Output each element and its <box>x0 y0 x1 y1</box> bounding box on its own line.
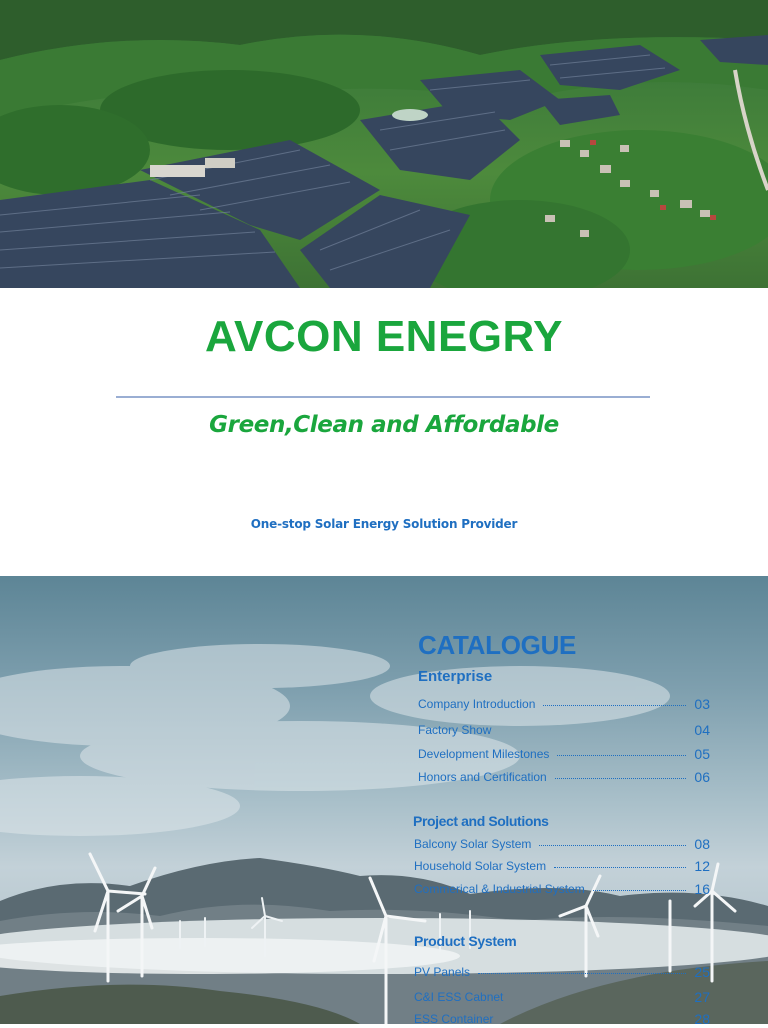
toc-entry-page: 06 <box>694 769 710 785</box>
toc-entry-label: Honors and Certification <box>418 770 547 784</box>
catalogue-title: CATALOGUE <box>418 630 577 660</box>
catalogue-section-project-and-solutions: Project and Solutions <box>413 813 549 829</box>
toc-entry-page: 04 <box>694 722 710 738</box>
toc-entry-page: 28 <box>694 1011 710 1027</box>
toc-entry-page: 03 <box>694 696 710 712</box>
solar-farm-photo <box>0 0 768 288</box>
toc-entry-factory-show[interactable] <box>418 721 710 739</box>
toc-entry-ci-ess-cabinet[interactable] <box>414 988 710 1006</box>
toc-leader-dots <box>593 890 687 891</box>
toc-entry-page: 16 <box>694 881 710 897</box>
toc-entry-honors-and-certification[interactable] <box>418 768 710 786</box>
toc-leader-dots <box>554 867 686 868</box>
catalogue-section-product-system: Product System <box>414 933 517 949</box>
toc-entry-label: ESS Container <box>414 1012 494 1026</box>
toc-entry-development-milestones[interactable] <box>418 745 710 763</box>
toc-entry-balcony-solar-system[interactable] <box>414 835 710 853</box>
toc-leader-dots <box>478 973 686 974</box>
toc-entry-page: 08 <box>694 836 710 852</box>
company-tagline: Green,Clean and Affordable <box>209 412 559 438</box>
toc-entry-label: Development Milestones <box>418 747 550 761</box>
toc-entry-page: 25 <box>694 964 710 980</box>
toc-leader-dots <box>539 845 686 846</box>
toc-entry-label: C&I ESS Cabnet <box>414 990 504 1004</box>
wind-turbines-photo <box>0 576 768 1024</box>
toc-entry-page: 05 <box>694 746 710 762</box>
toc-entry-label: Balcony Solar System <box>414 837 532 851</box>
toc-entry-label: Household Solar System <box>414 859 547 873</box>
company-title: AVCON ENEGRY <box>204 312 564 361</box>
toc-entry-household-solar-system[interactable] <box>414 857 710 875</box>
wind-turbines-illustration <box>0 576 768 1024</box>
company-subtitle: One-stop Solar Energy Solution Provider <box>250 517 518 531</box>
solar-farm-illustration <box>0 0 768 288</box>
toc-entry-commercial-industrial-system[interactable] <box>414 880 710 898</box>
toc-leader-dots <box>557 755 686 756</box>
toc-leader-dots <box>555 778 687 779</box>
toc-entry-label: Commerical & Industrial System <box>414 882 585 896</box>
toc-entry-label: Factory Show <box>418 723 492 737</box>
toc-entry-label: Company Introduction <box>418 697 536 711</box>
catalogue-section-enterprise: Enterprise <box>418 668 493 685</box>
toc-entry-page: 27 <box>694 989 710 1005</box>
toc-entry-pv-panels[interactable] <box>414 963 710 981</box>
toc-entry-page: 12 <box>694 858 710 874</box>
toc-entry-company-introduction[interactable] <box>418 695 710 713</box>
toc-entry-ess-container[interactable] <box>414 1010 710 1028</box>
title-divider <box>116 396 650 398</box>
toc-leader-dots <box>543 705 686 706</box>
toc-entry-label: PV Panels <box>414 965 471 979</box>
